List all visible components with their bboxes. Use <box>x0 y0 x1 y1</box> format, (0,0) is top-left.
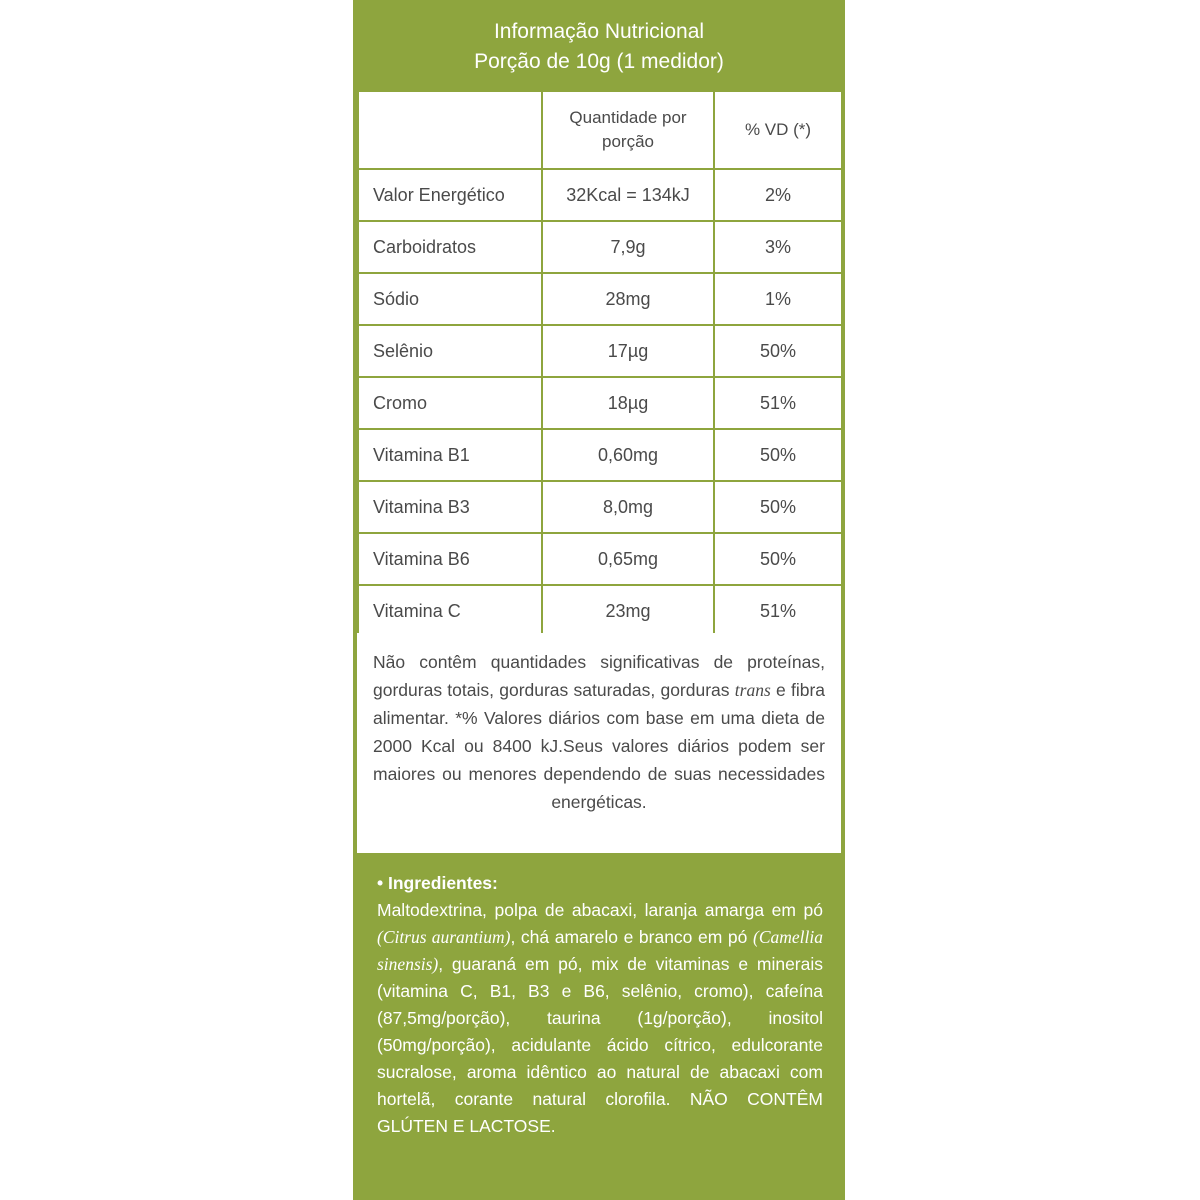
nutrient-name: Carboidratos <box>358 221 542 273</box>
nutrient-quantity: 32Kcal = 134kJ <box>542 169 714 221</box>
nutrient-vd: 50% <box>714 481 842 533</box>
nutrient-quantity: 0,60mg <box>542 429 714 481</box>
table-row <box>358 377 842 429</box>
table-row <box>358 429 842 481</box>
ingredients-text <box>377 897 823 1140</box>
nutrient-name: Sódio <box>358 273 542 325</box>
footnote-text-2: e fibra alimentar. *% Valores diários com base em uma dieta de 2000 Kcal ou 8400 kJ.Seus valores diários podem ser maiores ou menores dependendo de suas necessidades energéticas. <box>373 680 826 812</box>
header-vd: % VD (*) <box>714 91 842 169</box>
nutrient-name: Valor Energético <box>358 169 542 221</box>
nutrient-name: Selênio <box>358 325 542 377</box>
nutrient-vd: 3% <box>714 221 842 273</box>
table-row <box>358 273 842 325</box>
table-row <box>358 169 842 221</box>
nutrient-name: Vitamina B3 <box>358 481 542 533</box>
nutrient-name: Vitamina B1 <box>358 429 542 481</box>
label-header <box>353 0 845 92</box>
label-title: Informação Nutricional <box>493 20 705 43</box>
nutrient-vd: 2% <box>714 169 842 221</box>
table-row <box>358 325 842 377</box>
footnote-trans: trans <box>734 680 771 700</box>
table-header-row <box>358 91 842 169</box>
table-row <box>358 481 842 533</box>
nutrient-quantity: 17µg <box>542 325 714 377</box>
nutrition-table <box>357 90 843 638</box>
footnote <box>357 633 841 853</box>
table-row <box>358 221 842 273</box>
nutrient-vd: 50% <box>714 325 842 377</box>
nutrient-quantity: 23mg <box>542 585 714 637</box>
ingredients-part-3: , guaraná em pó, mix de vitaminas e minerais (vitamina C, B1, B3 e B6, selênio, cromo), cafeína (87,5mg/porção), taurina (1g/porção), inositol (50mg/porção), acidulante ácido cítrico, edulcorante sucralose, aroma idêntico ao natural de abacaxi com hortelã, corante natural clorofila. NÃO CONTÊM GLÚTEN E LACTOSE. <box>377 954 823 1136</box>
ingredients-scientific-1: (Citrus aurantium) <box>377 927 511 947</box>
nutrient-name: Vitamina C <box>358 585 542 637</box>
nutrient-quantity: 8,0mg <box>542 481 714 533</box>
nutrient-vd: 1% <box>714 273 842 325</box>
nutrient-quantity: 7,9g <box>542 221 714 273</box>
nutrient-quantity: 0,65mg <box>542 533 714 585</box>
portion-size: Porção de 10g (1 medidor) <box>474 50 724 73</box>
nutrition-label <box>353 0 845 1200</box>
header-name <box>358 91 542 169</box>
nutrient-name: Cromo <box>358 377 542 429</box>
nutrient-vd: 51% <box>714 585 842 637</box>
ingredients-part-2: , chá amarelo e branco em pó <box>510 927 753 947</box>
ingredients-scientific-2: (Camellia sinensis) <box>377 927 823 974</box>
ingredients-title: • Ingredientes: <box>377 873 498 893</box>
nutrient-quantity: 28mg <box>542 273 714 325</box>
table-row <box>358 533 842 585</box>
ingredients-part-1: Maltodextrina, polpa de abacaxi, laranja amarga em pó <box>377 900 823 920</box>
nutrient-vd: 50% <box>714 429 842 481</box>
nutrient-name: Vitamina B6 <box>358 533 542 585</box>
header-quantity: Quantidade por porção <box>542 91 714 169</box>
nutrient-quantity: 18µg <box>542 377 714 429</box>
table-row <box>358 585 842 637</box>
footnote-text-1: Não contêm quantidades significativas de proteínas, gorduras totais, gorduras saturadas, gorduras <box>373 652 825 700</box>
ingredients-section <box>353 870 845 1140</box>
nutrient-vd: 51% <box>714 377 842 429</box>
nutrient-vd: 50% <box>714 533 842 585</box>
